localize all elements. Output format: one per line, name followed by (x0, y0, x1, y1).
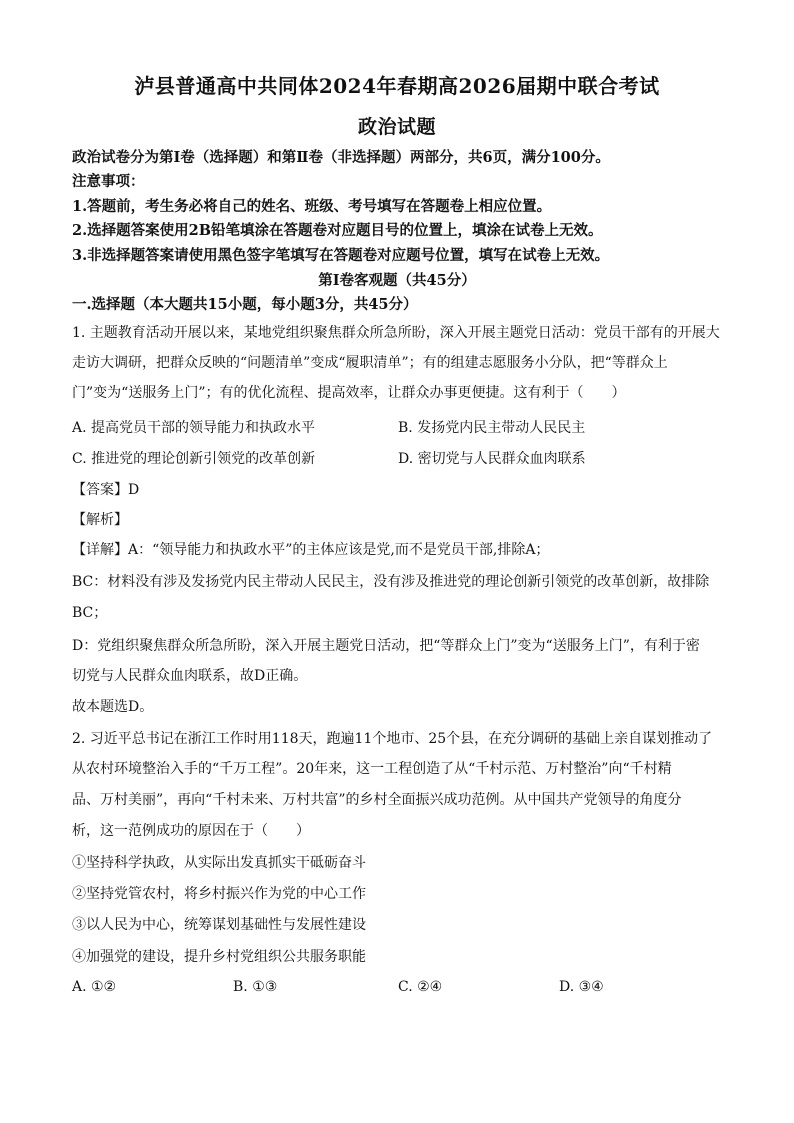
notice-heading: 注意事项： (72, 173, 145, 190)
question-2-option-a: A. ①② (72, 979, 117, 995)
part-heading: 一.选择题（本大题共15小题，每小题3分，共45分） (72, 296, 418, 313)
question-2-item: ①坚持科学执政，从实际出发真抓实干砥砺奋斗 (72, 855, 366, 871)
question-2-item: ②坚持党管农村，将乡村振兴作为党的中心工作 (72, 886, 366, 902)
question-1-option-b: B. 发扬党内民主带动人民民主 (398, 420, 586, 436)
question-1-detail-line: 故本题选D。 (72, 699, 154, 715)
question-1-detail-line: BC； (72, 605, 108, 621)
exam-subject: 政治试题 (357, 116, 436, 138)
question-1-option-c: C. 推进党的理论创新引领党的改革创新 (72, 451, 316, 467)
question-1-answer: 【答案】D (72, 482, 140, 498)
question-1-stem-line: 门”变为“送服务上门”；有的优化流程、提高效率，让群众办事更便捷。这有利于（ ） (72, 385, 626, 401)
question-2-stem-line: 析，这一范例成功的原因在于（ ） (72, 823, 310, 839)
question-1-analysis-heading: 【解析】 (72, 512, 128, 528)
notice-item: 2.选择题答案使用2B铅笔填涂在答题卷对应题目号的位置上，填涂在试卷上无效。 (72, 222, 603, 239)
question-1-option-a: A. 提高党员干部的领导能力和执政水平 (72, 420, 316, 436)
question-2-stem-line: 2. 习近平总书记在浙江工作时用118天，跑遍11个地市、25个县，在充分调研的基础上亲自谋划推动了 (72, 731, 713, 747)
question-1-stem-line: 1. 主题教育活动开展以来，某地党组织聚焦群众所急所盼，深入开展主题党日活动：党员干部有的开展大 (72, 325, 720, 341)
question-1-stem-line: 走访大调研，把群众反映的“问题清单”变成“履职清单”；有的组建志愿服务小分队，把“等群众上 (72, 355, 668, 371)
section-title: 第Ⅰ卷客观题（共45分） (318, 272, 476, 289)
question-2-stem-line: 品、万村美丽”，再向“千村未来、万村共富”的乡村全面振兴成功范例。从中国共产党领导的角度分 (72, 792, 682, 808)
notice-item: 1.答题前，考生务必将自己的姓名、班级、考号填写在答题卷上相应位置。 (72, 198, 552, 215)
question-1-detail-line: 切党与人民群众血肉联系，故D正确。 (72, 668, 308, 684)
question-2-option-d: D. ③④ (559, 979, 604, 995)
question-1-detail-line: BC：材料没有涉及发扬党内民主带动人民民主，没有涉及推进党的理论创新引领党的改革创新，故排除 (72, 574, 710, 590)
question-1-option-d: D. 密切党与人民群众血肉联系 (398, 451, 586, 467)
exam-description: 政治试卷分为第Ⅰ卷（选择题）和第Ⅱ卷（非选择题）两部分，共6页，满分100分。 (72, 149, 610, 166)
exam-title: 泸县普通高中共同体2024年春期高2026届期中联合考试 (134, 74, 660, 98)
question-2-option-c: C. ②④ (398, 979, 443, 995)
question-2-option-b: B. ①③ (233, 979, 278, 995)
question-2-item: ④加强党的建设，提升乡村党组织公共服务职能 (72, 949, 366, 965)
question-2-item: ③以人民为中心，统筹谋划基础性与发展性建设 (72, 917, 366, 933)
question-1-detail-line: 【详解】A：“领导能力和执政水平”的主体应该是党,而不是党员干部,排除A； (72, 542, 550, 558)
question-2-stem-line: 从农村环境整治入手的“千万工程”。20年来，这一工程创造了从“千村示范、万村整治”向“千村精 (72, 761, 672, 777)
notice-item: 3.非选择题答案请使用黑色签字笔填写在答题卷对应题号位置，填写在试卷上无效。 (72, 247, 610, 264)
question-1-detail-line: D：党组织聚焦群众所急所盼，深入开展主题党日活动，把“等群众上门”变为“送服务上门”，有利于密 (72, 638, 700, 654)
